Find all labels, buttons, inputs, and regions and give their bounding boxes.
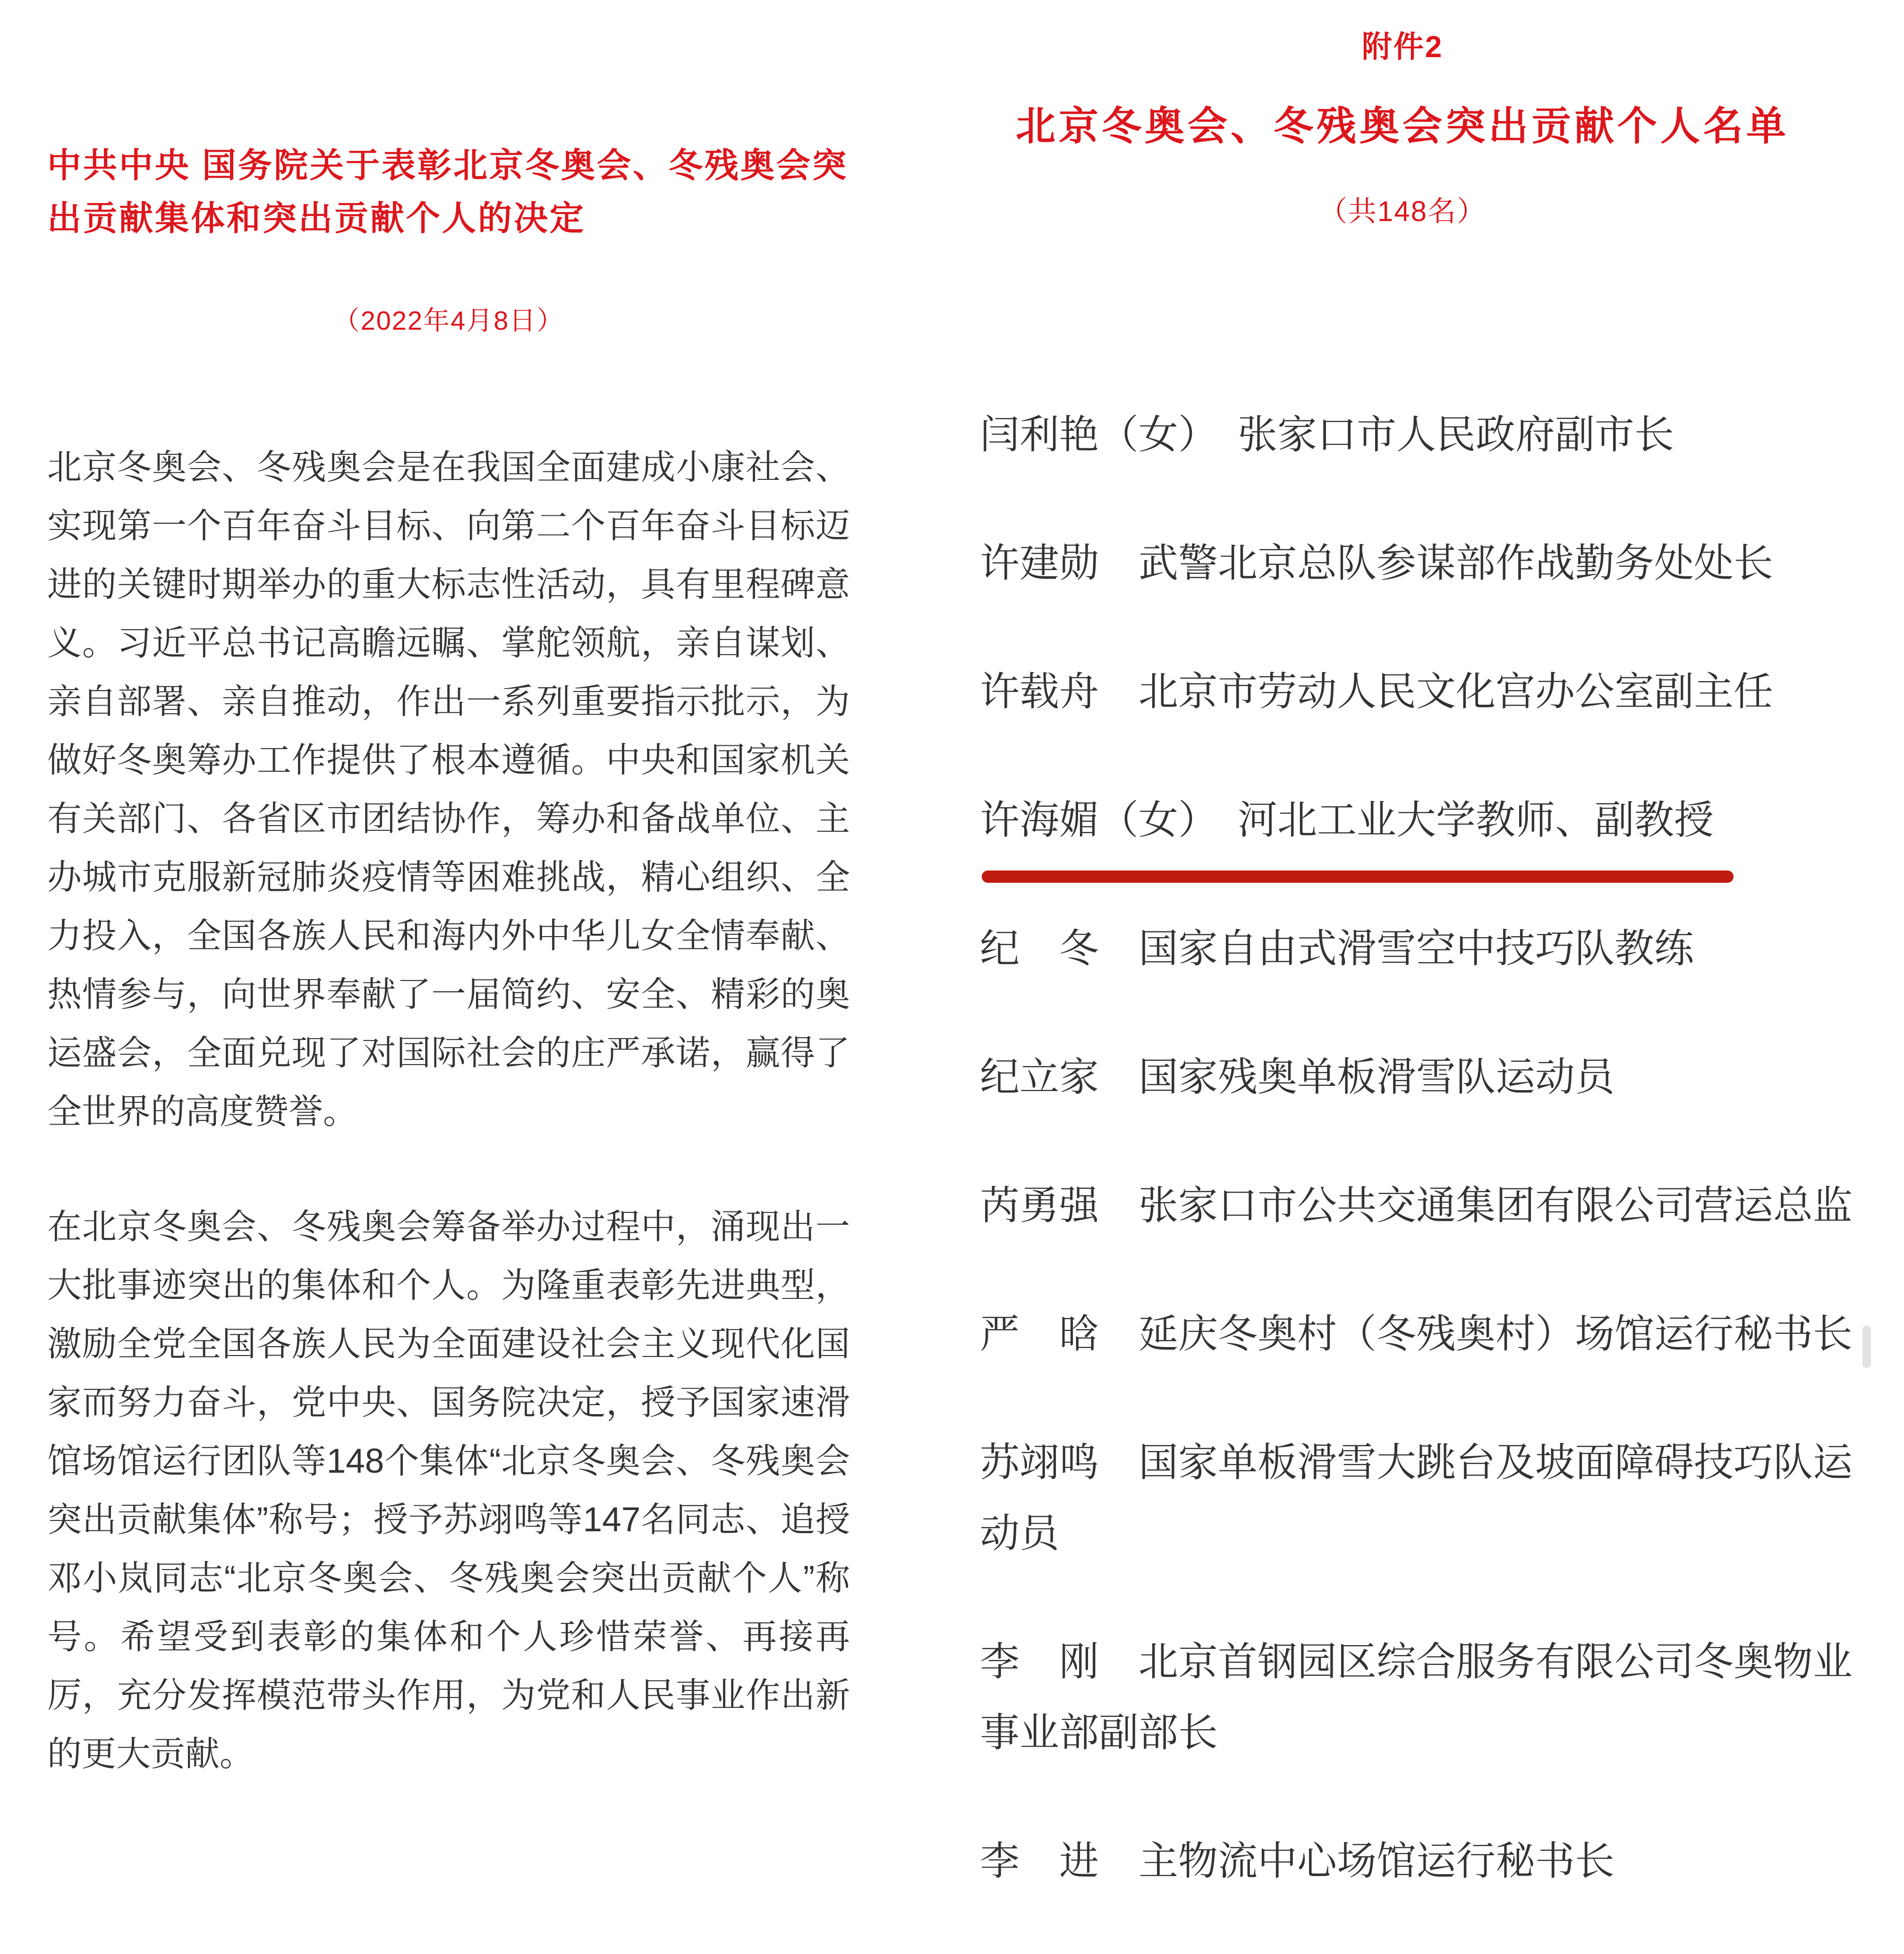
entry-text: 许建勋 武警北京总队参谋部作战勤务处处长: [980, 541, 1774, 585]
document-title: 中共中央 国务院关于表彰北京冬奥会、冬残奥会突出贡献集体和突出贡献个人的决定: [47, 147, 849, 238]
entry-text: 苏翊鸣 国家单板滑雪大跳台及坡面障碍技巧队运动员: [980, 1440, 1853, 1555]
entry-text: 闫利艳（女） 张家口市人民政府副市长: [980, 412, 1674, 457]
attachment-label: 附件2: [1361, 30, 1444, 64]
list-title: 北京冬奥会、冬残奥会突出贡献个人名单: [1015, 104, 1789, 148]
list-item: [944, 913, 1861, 984]
list-item: [944, 1427, 1861, 1569]
entry-text: 纪 冬 国家自由式滑雪空中技巧队教练: [980, 926, 1694, 971]
attachment-column: [944, 0, 1861, 1903]
highlight-underline: [982, 870, 1734, 883]
list-item: [944, 1041, 1861, 1112]
document-body: [47, 438, 850, 1840]
list-item: [944, 1170, 1861, 1241]
honoree-list: [944, 399, 1861, 1954]
list-item: [944, 1626, 1861, 1768]
entry-text: 芮勇强 张家口市公共交通集团有限公司营运总监: [980, 1183, 1853, 1228]
list-item: [944, 1826, 1861, 1896]
list-item: [944, 785, 1861, 855]
list-item: [944, 528, 1861, 598]
list-count-subtitle: （共148名）: [1318, 196, 1487, 227]
entry-text: 许海媚（女） 河北工业大学教师、副教授: [980, 798, 1714, 842]
list-item: [944, 656, 1861, 727]
body-paragraph: 在北京冬奥会、冬残奥会筹备举办过程中，涌现出一大批事迹突出的集体和个人。为隆重表彰先进典型，激励全党全国各族人民为全面建设社会主义现代化国家而努力奋斗，党中央、国务院决定，授予国家速滑馆场馆运行团队等148个集体“北京冬奥会、冬残奥会突出贡献集体”称号；授予苏翊鸣等147名同志、追授邓小岚同志“北京冬奥会、冬残奥会突出贡献个人”称号。希望受到表彰的集体和个人珍惜荣誉、再接再厉，充分发挥模范带头作用，为党和人民事业作出新的更大贡献。: [47, 1208, 850, 1773]
entry-text: 李 刚 北京首钢园区综合服务有限公司冬奥物业事业部副部长: [980, 1639, 1853, 1755]
entry-text: 李 进 主物流中心场馆运行秘书长: [980, 1839, 1615, 1883]
body-paragraph: 北京冬奥会、冬残奥会是在我国全面建成小康社会、实现第一个百年奋斗目标、向第二个百年奋斗目标迈进的关键时期举办的重大标志性活动，具有里程碑意义。习近平总书记高瞻远瞩、掌舵领航，亲自谋划、亲自部署、亲自推动，作出一系列重要指示批示，为做好冬奥筹办工作提供了根本遵循。中央和国家机关有关部门、各省区市团结协作，筹办和备战单位、主办城市克服新冠肺炎疫情等困难挑战，精心组织、全力投入，全国各族人民和海内外中华儿女全情奉献、热情参与，向世界奉献了一届简约、安全、精彩的奥运盛会，全面兑现了对国际社会的庄严承诺，赢得了全世界的高度赞誉。: [47, 448, 850, 1131]
list-item: [944, 1298, 1861, 1369]
entry-text: 许载舟 北京市劳动人民文化宫办公室副主任: [980, 669, 1774, 714]
list-item: [944, 399, 1861, 470]
scrollbar-thumb[interactable]: [1862, 1325, 1871, 1368]
entry-text: 纪立家 国家残奥单板滑雪队运动员: [980, 1055, 1615, 1099]
document-date: （2022年4月8日）: [333, 306, 564, 335]
decision-document-column: [47, 0, 855, 1903]
entry-text: 严 晗 延庆冬奥村（冬残奥村）场馆运行秘书长: [980, 1312, 1853, 1356]
